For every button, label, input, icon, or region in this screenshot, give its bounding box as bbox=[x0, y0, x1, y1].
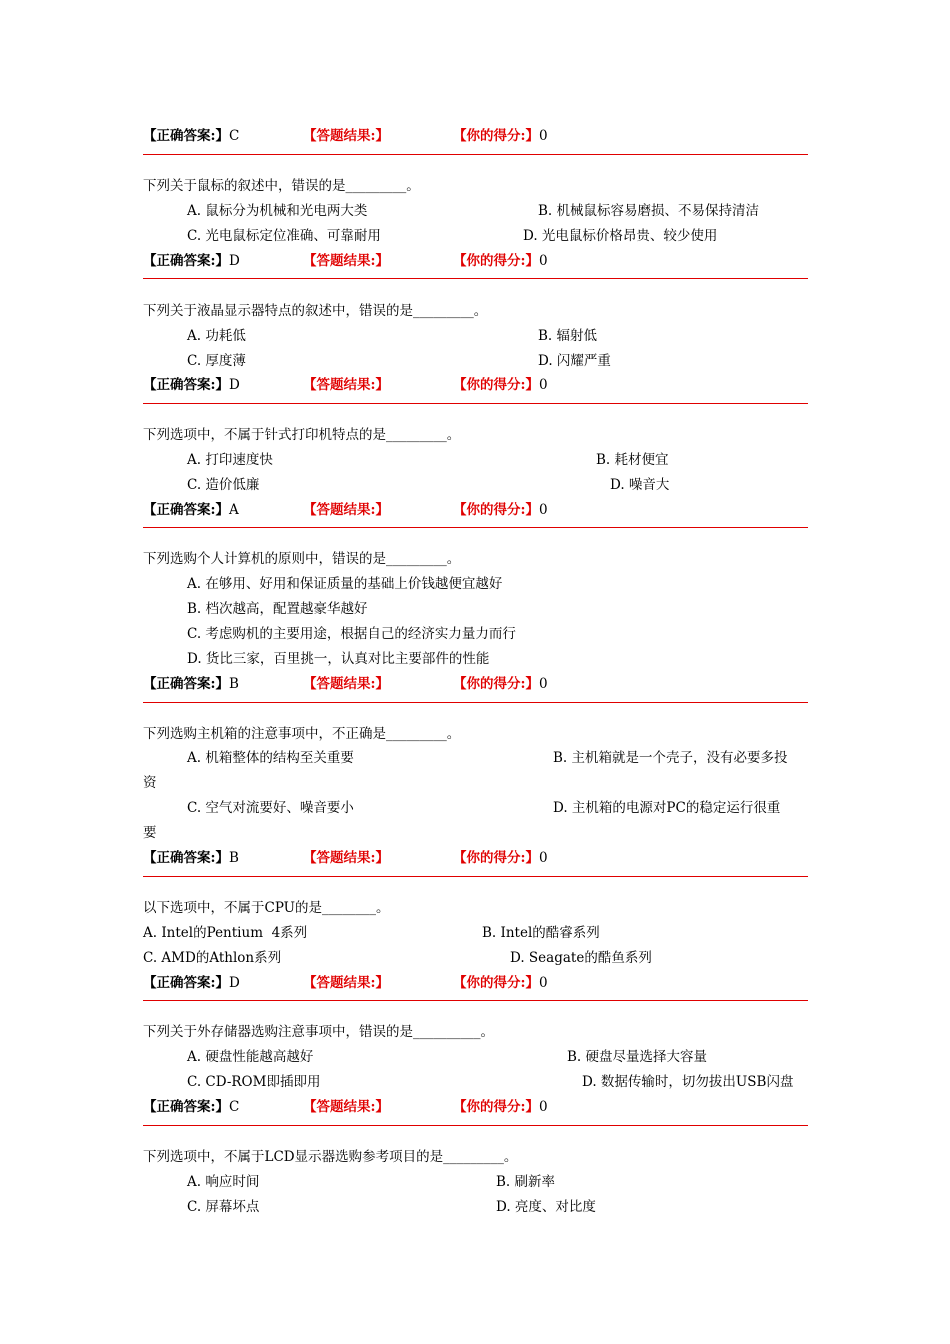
separator-line bbox=[143, 278, 808, 279]
score-label: 【你的得分:】 bbox=[453, 1099, 539, 1115]
question-stem: 下列关于鼠标的叙述中，错误的是_________。 bbox=[143, 178, 420, 194]
separator-line bbox=[143, 403, 808, 404]
option-d-wrap: 要 bbox=[143, 825, 157, 841]
answer-result-label: 【答题结果:】 bbox=[303, 975, 389, 991]
option-a: A. 功耗低 bbox=[187, 328, 246, 344]
answer-line bbox=[143, 672, 808, 697]
option-d: D. 闪耀严重 bbox=[538, 353, 611, 369]
separator-line bbox=[143, 702, 808, 703]
option-d: D. Seagate的酷鱼系列 bbox=[510, 950, 652, 966]
option-c: C. 屏幕坏点 bbox=[187, 1199, 260, 1215]
question-stem: 下列选项中，不属于针式打印机特点的是_________。 bbox=[143, 427, 461, 443]
score-value: 0 bbox=[538, 676, 548, 692]
score-label: 【你的得分:】 bbox=[453, 676, 539, 692]
separator-line bbox=[143, 527, 808, 528]
option-d: D. 光电鼠标价格昂贵、较少使用 bbox=[523, 228, 718, 244]
option-b: B. 主机箱就是一个壳子，没有必要多投 bbox=[553, 750, 788, 766]
score-value: 0 bbox=[538, 1099, 548, 1115]
score-label: 【你的得分:】 bbox=[453, 975, 539, 991]
answer-line bbox=[143, 249, 808, 274]
answer-result-label: 【答题结果:】 bbox=[303, 253, 389, 269]
correct-answer-label: 【正确答案:】 bbox=[143, 502, 229, 518]
option-c: C. 厚度薄 bbox=[187, 353, 246, 369]
correct-answer-label: 【正确答案:】 bbox=[143, 1099, 229, 1115]
answer-result-label: 【答题结果:】 bbox=[303, 1099, 389, 1115]
option-c: C. CD-ROM即插即用 bbox=[187, 1074, 321, 1090]
answer-result-label: 【答题结果:】 bbox=[303, 377, 389, 393]
answer-line bbox=[143, 1095, 808, 1120]
option-a: A. 鼠标分为机械和光电两大类 bbox=[187, 203, 368, 219]
option-d: D. 主机箱的电源对PC的稳定运行很重 bbox=[553, 800, 781, 816]
score-label: 【你的得分:】 bbox=[453, 502, 539, 518]
score-value: 0 bbox=[538, 850, 548, 866]
option-d: D. 亮度、对比度 bbox=[496, 1199, 596, 1215]
option-b: B. 机械鼠标容易磨损、不易保持清洁 bbox=[538, 203, 760, 219]
separator-line bbox=[143, 154, 808, 155]
score-value: 0 bbox=[538, 377, 548, 393]
answer-line bbox=[143, 373, 808, 398]
correct-answer-value: D bbox=[228, 253, 240, 269]
question-stem: 以下选项中，不属于CPU的是________。 bbox=[143, 900, 390, 916]
answer-result-label: 【答题结果:】 bbox=[303, 128, 389, 144]
option-a: A. Intel的Pentium 4系列 bbox=[143, 925, 308, 941]
correct-answer-label: 【正确答案:】 bbox=[143, 128, 229, 144]
answer-line bbox=[143, 498, 808, 523]
option-a: A. 打印速度快 bbox=[187, 452, 273, 468]
answer-result-label: 【答题结果:】 bbox=[303, 502, 389, 518]
answer-line bbox=[143, 846, 808, 871]
score-value: 0 bbox=[538, 253, 548, 269]
score-value: 0 bbox=[538, 128, 548, 144]
option-c: C. AMD的Athlon系列 bbox=[143, 950, 282, 966]
correct-answer-value: A bbox=[228, 502, 239, 518]
option-d: D. 货比三家，百里挑一，认真对比主要部件的性能 bbox=[187, 651, 490, 667]
correct-answer-value: B bbox=[228, 850, 239, 866]
question-stem: 下列关于液晶显示器特点的叙述中，错误的是_________。 bbox=[143, 303, 488, 319]
question-stem: 下列关于外存储器选购注意事项中，错误的是__________。 bbox=[143, 1024, 494, 1040]
score-value: 0 bbox=[538, 502, 548, 518]
option-a: A. 硬盘性能越高越好 bbox=[187, 1049, 314, 1065]
correct-answer-label: 【正确答案:】 bbox=[143, 676, 229, 692]
option-d: D. 数据传输时，切勿拔出USB闪盘 bbox=[582, 1074, 794, 1090]
score-value: 0 bbox=[538, 975, 548, 991]
option-a: A. 在够用、好用和保证质量的基础上价钱越便宜越好 bbox=[187, 576, 503, 592]
option-c: C. 造价低廉 bbox=[187, 477, 260, 493]
separator-line bbox=[143, 1125, 808, 1126]
correct-answer-value: B bbox=[228, 676, 239, 692]
option-b: B. 耗材便宜 bbox=[596, 452, 669, 468]
correct-answer-value: D bbox=[228, 377, 240, 393]
option-c: C. 考虑购机的主要用途，根据自己的经济实力量力而行 bbox=[187, 626, 516, 642]
correct-answer-label: 【正确答案:】 bbox=[143, 975, 229, 991]
option-b-wrap: 资 bbox=[143, 775, 157, 791]
correct-answer-label: 【正确答案:】 bbox=[143, 377, 229, 393]
score-label: 【你的得分:】 bbox=[453, 850, 539, 866]
question-stem: 下列选购个人计算机的原则中，错误的是_________。 bbox=[143, 551, 461, 567]
option-b: B. 刷新率 bbox=[496, 1174, 556, 1190]
correct-answer-label: 【正确答案:】 bbox=[143, 850, 229, 866]
option-c: C. 光电鼠标定位准确、可靠耐用 bbox=[187, 228, 381, 244]
option-d: D. 噪音大 bbox=[610, 477, 670, 493]
answer-result-label: 【答题结果:】 bbox=[303, 676, 389, 692]
separator-line bbox=[143, 876, 808, 877]
option-b: B. 档次越高，配置越豪华越好 bbox=[187, 601, 368, 617]
correct-answer-value: C bbox=[228, 128, 240, 144]
score-label: 【你的得分:】 bbox=[453, 377, 539, 393]
score-label: 【你的得分:】 bbox=[453, 128, 539, 144]
answer-line bbox=[143, 124, 808, 149]
option-a: A. 响应时间 bbox=[187, 1174, 260, 1190]
score-label: 【你的得分:】 bbox=[453, 253, 539, 269]
answer-result-label: 【答题结果:】 bbox=[303, 850, 389, 866]
correct-answer-value: C bbox=[228, 1099, 240, 1115]
question-stem: 下列选购主机箱的注意事项中，不正确是_________。 bbox=[143, 726, 461, 742]
option-b: B. 辐射低 bbox=[538, 328, 598, 344]
question-stem: 下列选项中，不属于LCD显示器选购参考项目的是_________。 bbox=[143, 1149, 518, 1165]
option-a: A. 机箱整体的结构至关重要 bbox=[187, 750, 354, 766]
answer-line bbox=[143, 971, 808, 996]
correct-answer-label: 【正确答案:】 bbox=[143, 253, 229, 269]
correct-answer-value: D bbox=[228, 975, 240, 991]
option-c: C. 空气对流要好、噪音要小 bbox=[187, 800, 354, 816]
option-b: B. 硬盘尽量选择大容量 bbox=[567, 1049, 708, 1065]
option-b: B. Intel的酷睿系列 bbox=[482, 925, 600, 941]
separator-line bbox=[143, 1000, 808, 1001]
